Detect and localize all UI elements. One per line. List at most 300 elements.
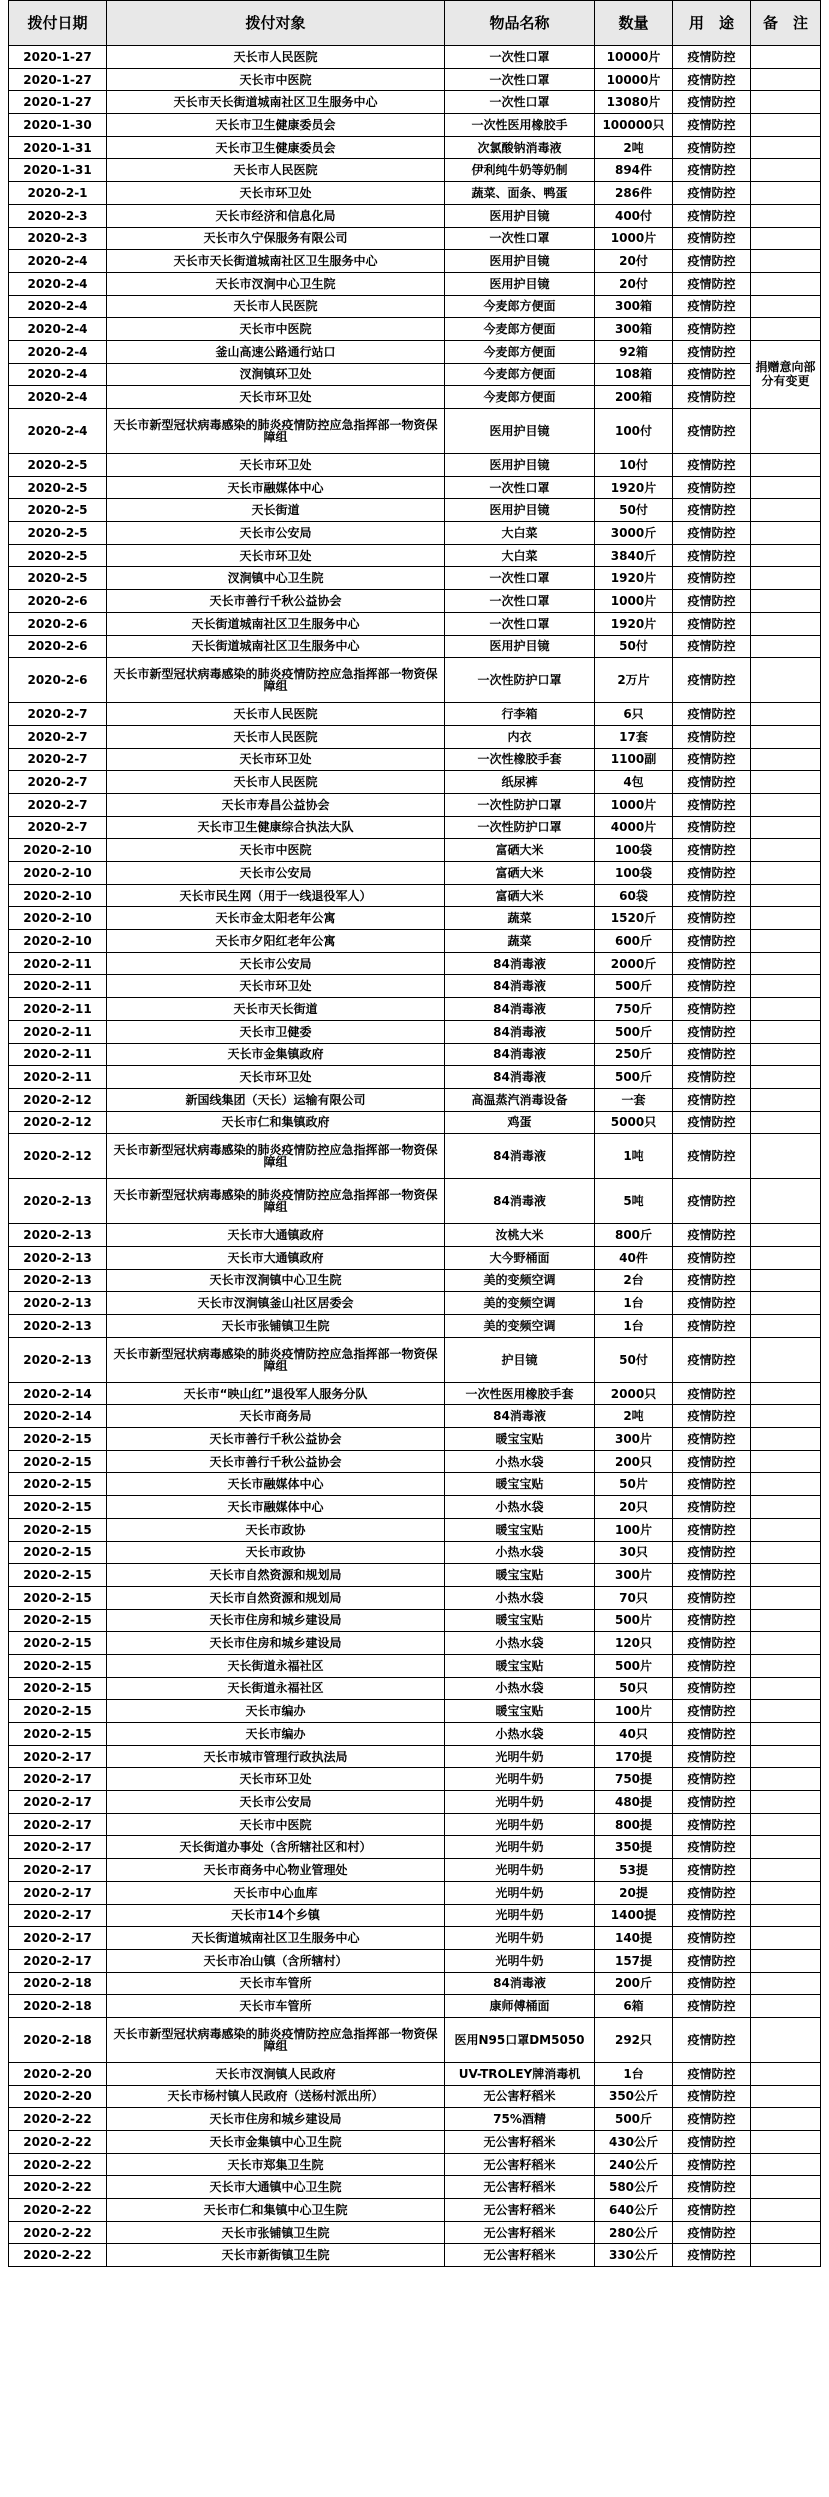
table-row	[9, 1088, 821, 1111]
cell-item: 医用护目镜	[445, 499, 595, 522]
table-row	[9, 930, 821, 953]
cell-note	[751, 1088, 821, 1111]
cell-qty: 50付	[595, 635, 673, 658]
cell-date: 2020-2-12	[9, 1088, 107, 1111]
cell-date: 2020-1-27	[9, 68, 107, 91]
table-row	[9, 1382, 821, 1405]
cell-use: 疫情防控	[673, 1972, 751, 1995]
cell-use: 疫情防控	[673, 2085, 751, 2108]
cell-use: 疫情防控	[673, 1609, 751, 1632]
cell-date: 2020-2-15	[9, 1654, 107, 1677]
cell-note	[751, 998, 821, 1021]
cell-qty: 1920片	[595, 612, 673, 635]
cell-target: 天长市编办	[107, 1723, 445, 1746]
cell-use: 疫情防控	[673, 1473, 751, 1496]
cell-date: 2020-2-15	[9, 1450, 107, 1473]
cell-qty: 50只	[595, 1677, 673, 1700]
cell-qty: 800斤	[595, 1224, 673, 1247]
cell-item: 一次性口罩	[445, 227, 595, 250]
cell-note	[751, 658, 821, 703]
cell-note	[751, 522, 821, 545]
cell-qty: 400付	[595, 204, 673, 227]
cell-target: 天长市住房和城乡建设局	[107, 1632, 445, 1655]
cell-note	[751, 2244, 821, 2267]
donation-allocation-table	[8, 0, 821, 2267]
cell-date: 2020-2-3	[9, 204, 107, 227]
cell-target: 天长街道永福社区	[107, 1654, 445, 1677]
cell-item: 一次性口罩	[445, 476, 595, 499]
cell-use: 疫情防控	[673, 1315, 751, 1338]
cell-use: 疫情防控	[673, 975, 751, 998]
cell-use: 疫情防控	[673, 499, 751, 522]
cell-use: 疫情防控	[673, 907, 751, 930]
cell-use: 疫情防控	[673, 1541, 751, 1564]
cell-date: 2020-2-11	[9, 1020, 107, 1043]
cell-use: 疫情防控	[673, 2108, 751, 2131]
cell-use: 疫情防控	[673, 2017, 751, 2062]
cell-note	[751, 1881, 821, 1904]
cell-target: 天长市政协	[107, 1518, 445, 1541]
cell-date: 2020-2-22	[9, 2244, 107, 2267]
cell-item: 医用护目镜	[445, 272, 595, 295]
cell-item: 暖宝宝贴	[445, 1473, 595, 1496]
table-row	[9, 91, 821, 114]
cell-qty: 20付	[595, 272, 673, 295]
cell-target: 天长市新型冠状病毒感染的肺炎疫情防控应急指挥部一物资保障组	[107, 658, 445, 703]
cell-qty: 580公斤	[595, 2176, 673, 2199]
cell-item: 今麦郎方便面	[445, 295, 595, 318]
cell-target: 天长市中医院	[107, 68, 445, 91]
cell-qty: 1000片	[595, 590, 673, 613]
cell-date: 2020-2-15	[9, 1496, 107, 1519]
cell-target: 天长街道城南社区卫生服务中心	[107, 1927, 445, 1950]
cell-date: 2020-2-6	[9, 590, 107, 613]
cell-qty: 250斤	[595, 1043, 673, 1066]
table-row	[9, 499, 821, 522]
table-row	[9, 46, 821, 69]
cell-item: 一次性口罩	[445, 46, 595, 69]
cell-item: 富硒大米	[445, 862, 595, 885]
cell-item: 光明牛奶	[445, 1881, 595, 1904]
cell-date: 2020-2-4	[9, 409, 107, 454]
cell-note	[751, 1066, 821, 1089]
cell-note	[751, 2108, 821, 2131]
table-row	[9, 1995, 821, 2018]
cell-date: 2020-2-6	[9, 612, 107, 635]
cell-qty: 53提	[595, 1859, 673, 1882]
cell-item: 一次性口罩	[445, 590, 595, 613]
cell-use: 疫情防控	[673, 1111, 751, 1134]
table-row	[9, 1428, 821, 1451]
cell-note	[751, 91, 821, 114]
cell-item: 84消毒液	[445, 1066, 595, 1089]
cell-target: 天长市天长街道城南社区卫生服务中心	[107, 250, 445, 273]
table-row	[9, 182, 821, 205]
table-row	[9, 1586, 821, 1609]
cell-note	[751, 1564, 821, 1587]
cell-date: 2020-2-17	[9, 1813, 107, 1836]
cell-note	[751, 907, 821, 930]
cell-qty: 500斤	[595, 975, 673, 998]
cell-note	[751, 839, 821, 862]
cell-target: 天长市“映山红”退役军人服务分队	[107, 1382, 445, 1405]
cell-item: 今麦郎方便面	[445, 386, 595, 409]
cell-qty: 300箱	[595, 295, 673, 318]
cell-target: 天长市天长街道城南社区卫生服务中心	[107, 91, 445, 114]
table-row	[9, 590, 821, 613]
cell-use: 疫情防控	[673, 1246, 751, 1269]
cell-use: 疫情防控	[673, 1745, 751, 1768]
cell-item: 美的变频空调	[445, 1292, 595, 1315]
cell-item: 一次性医用橡胶手套	[445, 1382, 595, 1405]
table-row	[9, 1791, 821, 1814]
table-row	[9, 2153, 821, 2176]
cell-date: 2020-2-11	[9, 1043, 107, 1066]
table-row	[9, 1518, 821, 1541]
cell-qty: 2000斤	[595, 952, 673, 975]
cell-item: 蔬菜	[445, 907, 595, 930]
cell-item: 护目镜	[445, 1337, 595, 1382]
cell-note	[751, 1496, 821, 1519]
cell-use: 疫情防控	[673, 1654, 751, 1677]
table-row	[9, 272, 821, 295]
cell-date: 2020-2-22	[9, 2153, 107, 2176]
table-row	[9, 1949, 821, 1972]
cell-target: 天长市汊涧中心卫生院	[107, 272, 445, 295]
cell-note	[751, 1677, 821, 1700]
cell-date: 2020-2-4	[9, 318, 107, 341]
cell-target: 天长市卫生健康综合执法大队	[107, 816, 445, 839]
table-row	[9, 862, 821, 885]
cell-use: 疫情防控	[673, 1927, 751, 1950]
cell-use: 疫情防控	[673, 748, 751, 771]
table-row	[9, 1134, 821, 1179]
cell-target: 天长市融媒体中心	[107, 1496, 445, 1519]
cell-use: 疫情防控	[673, 2199, 751, 2222]
table-row	[9, 2176, 821, 2199]
cell-item: 一次性防护口罩	[445, 658, 595, 703]
cell-qty: 108箱	[595, 363, 673, 386]
cell-qty: 300片	[595, 1428, 673, 1451]
cell-qty: 50付	[595, 1337, 673, 1382]
cell-use: 疫情防控	[673, 952, 751, 975]
cell-note	[751, 1541, 821, 1564]
cell-qty: 500斤	[595, 2108, 673, 2131]
cell-date: 2020-2-15	[9, 1609, 107, 1632]
cell-qty: 894件	[595, 159, 673, 182]
cell-item: 行李箱	[445, 703, 595, 726]
cell-date: 2020-2-15	[9, 1473, 107, 1496]
cell-date: 2020-2-13	[9, 1224, 107, 1247]
cell-item: 小热水袋	[445, 1586, 595, 1609]
cell-date: 2020-2-1	[9, 182, 107, 205]
table-row	[9, 1881, 821, 1904]
cell-note	[751, 1813, 821, 1836]
cell-use: 疫情防控	[673, 2221, 751, 2244]
cell-note	[751, 1995, 821, 2018]
cell-use: 疫情防控	[673, 1450, 751, 1473]
cell-target: 天长市新型冠状病毒感染的肺炎疫情防控应急指挥部一物资保障组	[107, 1179, 445, 1224]
cell-qty: 60袋	[595, 884, 673, 907]
cell-item: UV-TROLEY牌消毒机	[445, 2062, 595, 2085]
cell-date: 2020-2-20	[9, 2085, 107, 2108]
cell-date: 2020-2-15	[9, 1518, 107, 1541]
cell-qty: 1000片	[595, 227, 673, 250]
cell-note	[751, 748, 821, 771]
table-row	[9, 522, 821, 545]
cell-use: 疫情防控	[673, 1632, 751, 1655]
cell-use: 疫情防控	[673, 91, 751, 114]
cell-qty: 500片	[595, 1609, 673, 1632]
cell-note	[751, 1518, 821, 1541]
cell-use: 疫情防控	[673, 1405, 751, 1428]
cell-note	[751, 1246, 821, 1269]
table-row	[9, 612, 821, 635]
cell-target: 天长市天长街道	[107, 998, 445, 1021]
cell-target: 天长市融媒体中心	[107, 1473, 445, 1496]
cell-qty: 1000片	[595, 793, 673, 816]
cell-use: 疫情防控	[673, 862, 751, 885]
cell-item: 大今野桶面	[445, 1246, 595, 1269]
cell-target: 天长市自然资源和规划局	[107, 1564, 445, 1587]
cell-qty: 1吨	[595, 1134, 673, 1179]
cell-qty: 3000斤	[595, 522, 673, 545]
header-note: 备 注	[751, 1, 821, 46]
cell-target: 天长市卫健委	[107, 1020, 445, 1043]
cell-item: 今麦郎方便面	[445, 340, 595, 363]
cell-qty: 280公斤	[595, 2221, 673, 2244]
cell-note	[751, 1859, 821, 1882]
cell-qty: 40件	[595, 1246, 673, 1269]
cell-target: 天长市环卫处	[107, 386, 445, 409]
table-row	[9, 114, 821, 137]
cell-use: 疫情防控	[673, 1088, 751, 1111]
cell-date: 2020-2-22	[9, 2108, 107, 2131]
cell-note	[751, 612, 821, 635]
cell-qty: 100000只	[595, 114, 673, 137]
cell-date: 2020-2-11	[9, 1066, 107, 1089]
cell-qty: 800提	[595, 1813, 673, 1836]
cell-note	[751, 1134, 821, 1179]
cell-target: 天长市环卫处	[107, 748, 445, 771]
cell-item: 蔬菜	[445, 930, 595, 953]
cell-qty: 286件	[595, 182, 673, 205]
cell-qty: 5吨	[595, 1179, 673, 1224]
cell-date: 2020-2-5	[9, 522, 107, 545]
cell-note	[751, 1586, 821, 1609]
cell-target: 天长市车管所	[107, 1995, 445, 2018]
cell-qty: 50付	[595, 499, 673, 522]
cell-use: 疫情防控	[673, 204, 751, 227]
cell-target: 天长市汊涧镇中心卫生院	[107, 1269, 445, 1292]
cell-note	[751, 1723, 821, 1746]
cell-date: 2020-2-10	[9, 839, 107, 862]
cell-use: 疫情防控	[673, 2244, 751, 2267]
cell-qty: 200箱	[595, 386, 673, 409]
cell-item: 一次性防护口罩	[445, 793, 595, 816]
cell-item: 一次性防护口罩	[445, 816, 595, 839]
cell-item: 汝桃大米	[445, 1224, 595, 1247]
cell-date: 2020-2-13	[9, 1337, 107, 1382]
cell-qty: 1100副	[595, 748, 673, 771]
cell-date: 2020-2-20	[9, 2062, 107, 2085]
table-row	[9, 1632, 821, 1655]
cell-date: 2020-2-17	[9, 1836, 107, 1859]
table-row	[9, 250, 821, 273]
cell-target: 天长市住房和城乡建设局	[107, 1609, 445, 1632]
cell-item: 一次性口罩	[445, 612, 595, 635]
cell-use: 疫情防控	[673, 1224, 751, 1247]
cell-qty: 10付	[595, 454, 673, 477]
cell-qty: 120只	[595, 1632, 673, 1655]
cell-item: 光明牛奶	[445, 1927, 595, 1950]
table-row	[9, 2062, 821, 2085]
cell-target: 天长市善行千秋公益协会	[107, 1450, 445, 1473]
cell-target: 天长市大通镇中心卫生院	[107, 2176, 445, 2199]
cell-note	[751, 793, 821, 816]
cell-item: 84消毒液	[445, 1043, 595, 1066]
table-row	[9, 318, 821, 341]
cell-item: 大白菜	[445, 522, 595, 545]
cell-use: 疫情防控	[673, 1904, 751, 1927]
table-row	[9, 2131, 821, 2154]
cell-note	[751, 2085, 821, 2108]
table-row	[9, 454, 821, 477]
cell-item: 光明牛奶	[445, 1859, 595, 1882]
cell-item: 暖宝宝贴	[445, 1518, 595, 1541]
cell-target: 天长市大通镇政府	[107, 1224, 445, 1247]
cell-target: 天长市大通镇政府	[107, 1246, 445, 1269]
cell-qty: 170提	[595, 1745, 673, 1768]
cell-item: 美的变频空调	[445, 1269, 595, 1292]
header-date: 拨付日期	[9, 1, 107, 46]
cell-note	[751, 68, 821, 91]
cell-qty: 2吨	[595, 1405, 673, 1428]
cell-use: 疫情防控	[673, 1066, 751, 1089]
cell-target: 天长市中医院	[107, 839, 445, 862]
cell-note	[751, 250, 821, 273]
cell-qty: 4包	[595, 771, 673, 794]
table-row	[9, 635, 821, 658]
table-header-row	[9, 1, 821, 46]
cell-item: 84消毒液	[445, 1134, 595, 1179]
cell-qty: 300片	[595, 1564, 673, 1587]
cell-use: 疫情防控	[673, 839, 751, 862]
cell-target: 天长市中医院	[107, 318, 445, 341]
cell-qty: 2000只	[595, 1382, 673, 1405]
table-row	[9, 1292, 821, 1315]
cell-qty: 100片	[595, 1518, 673, 1541]
table-row	[9, 907, 821, 930]
cell-use: 疫情防控	[673, 1836, 751, 1859]
cell-item: 康师傅桶面	[445, 1995, 595, 2018]
cell-note	[751, 884, 821, 907]
table-row	[9, 1745, 821, 1768]
cell-note	[751, 1450, 821, 1473]
cell-date: 2020-1-31	[9, 159, 107, 182]
cell-use: 疫情防控	[673, 1382, 751, 1405]
cell-item: 光明牛奶	[445, 1791, 595, 1814]
cell-item: 暖宝宝贴	[445, 1428, 595, 1451]
cell-date: 2020-2-4	[9, 295, 107, 318]
table-row	[9, 1043, 821, 1066]
cell-note	[751, 227, 821, 250]
cell-item: 暖宝宝贴	[445, 1564, 595, 1587]
cell-date: 2020-2-17	[9, 1949, 107, 1972]
cell-item: 次氯酸钠消毒液	[445, 136, 595, 159]
cell-item: 医用护目镜	[445, 454, 595, 477]
cell-note	[751, 1020, 821, 1043]
cell-date: 2020-2-13	[9, 1292, 107, 1315]
cell-target: 天长市民生网（用于一线退役军人）	[107, 884, 445, 907]
cell-target: 汊涧镇环卫处	[107, 363, 445, 386]
cell-target: 天长市人民医院	[107, 46, 445, 69]
cell-target: 天长市汊涧镇釜山社区居委会	[107, 1292, 445, 1315]
cell-use: 疫情防控	[673, 1496, 751, 1519]
cell-use: 疫情防控	[673, 998, 751, 1021]
cell-note	[751, 499, 821, 522]
cell-note	[751, 136, 821, 159]
cell-item: 伊利纯牛奶等奶制	[445, 159, 595, 182]
cell-note	[751, 952, 821, 975]
table-row	[9, 1496, 821, 1519]
cell-target: 天长街道永福社区	[107, 1677, 445, 1700]
cell-use: 疫情防控	[673, 2176, 751, 2199]
table-row	[9, 1609, 821, 1632]
cell-target: 新国线集团（天长）运输有限公司	[107, 1088, 445, 1111]
cell-date: 2020-2-4	[9, 363, 107, 386]
cell-item: 医用护目镜	[445, 250, 595, 273]
table-row	[9, 2221, 821, 2244]
cell-qty: 20提	[595, 1881, 673, 1904]
cell-date: 2020-2-13	[9, 1246, 107, 1269]
cell-target: 天长市商务中心物业管理处	[107, 1859, 445, 1882]
cell-use: 疫情防控	[673, 703, 751, 726]
cell-note	[751, 1292, 821, 1315]
cell-qty: 157提	[595, 1949, 673, 1972]
cell-note	[751, 272, 821, 295]
cell-date: 2020-2-13	[9, 1315, 107, 1338]
cell-use: 疫情防控	[673, 250, 751, 273]
cell-item: 光明牛奶	[445, 1836, 595, 1859]
cell-item: 84消毒液	[445, 1405, 595, 1428]
cell-use: 疫情防控	[673, 476, 751, 499]
cell-note	[751, 1700, 821, 1723]
cell-item: 小热水袋	[445, 1541, 595, 1564]
cell-target: 天长市环卫处	[107, 1066, 445, 1089]
cell-qty: 20付	[595, 250, 673, 273]
cell-use: 疫情防控	[673, 272, 751, 295]
cell-item: 无公害籽稻米	[445, 2131, 595, 2154]
cell-use: 疫情防控	[673, 68, 751, 91]
header-qty: 数量	[595, 1, 673, 46]
cell-qty: 600斤	[595, 930, 673, 953]
cell-use: 疫情防控	[673, 1586, 751, 1609]
cell-use: 疫情防控	[673, 658, 751, 703]
cell-qty: 17套	[595, 725, 673, 748]
cell-note	[751, 862, 821, 885]
cell-qty: 500片	[595, 1654, 673, 1677]
cell-use: 疫情防控	[673, 1813, 751, 1836]
cell-note	[751, 2017, 821, 2062]
cell-qty: 200只	[595, 1450, 673, 1473]
cell-note	[751, 1337, 821, 1382]
cell-date: 2020-2-5	[9, 499, 107, 522]
cell-use: 疫情防控	[673, 454, 751, 477]
cell-target: 天长市夕阳红老年公寓	[107, 930, 445, 953]
cell-target: 天长市郑集卫生院	[107, 2153, 445, 2176]
cell-use: 疫情防控	[673, 567, 751, 590]
